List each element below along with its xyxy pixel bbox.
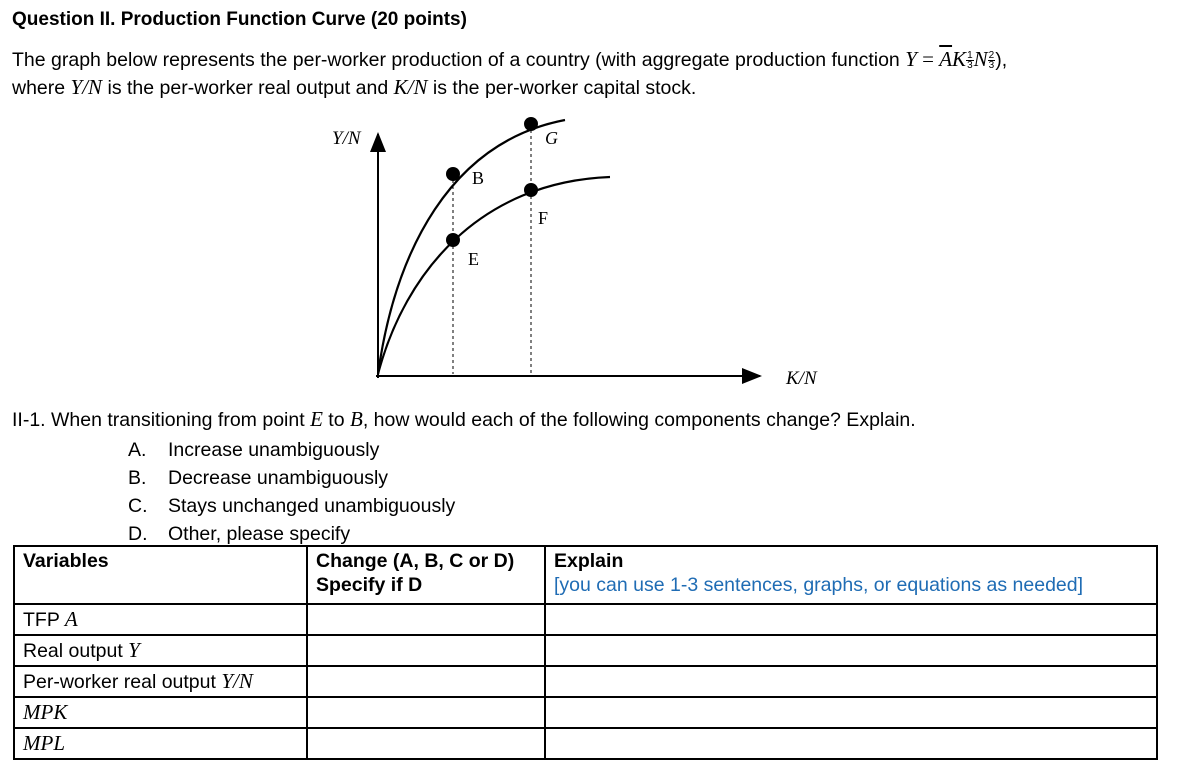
row-math: Y [128,638,140,662]
intro-text-1: The graph below represents the per-worker production of a country (with aggregate production function [12,49,906,71]
y-axis-label: Y/N [332,128,361,149]
row-label: Per-worker real output [23,671,222,693]
answer-table [13,545,1158,760]
intro-text-4: is the per-worker real output and [102,77,394,99]
row-variable [14,666,307,697]
k-exponent-num: 1 [967,50,973,61]
explain-cell[interactable] [545,635,1157,666]
k-exponent [966,51,974,70]
change-cell[interactable] [307,604,545,635]
formula-tfp: $\overline{A}$ [939,47,953,71]
intro-paragraph [12,46,1172,102]
table-row [14,635,1157,666]
header-explain-line1: Explain [554,550,624,572]
option-text: Decrease unambiguously [168,467,389,489]
n-exponent-den: 3 [988,60,995,71]
point-label-g: G [545,128,558,148]
option-b [128,464,455,492]
k-exponent-den: 3 [967,60,973,71]
intro-text-3: where [12,77,71,99]
row-math: A [64,607,78,631]
row-label: Real output [23,640,129,662]
explain-cell[interactable] [545,697,1157,728]
change-cell[interactable] [307,697,545,728]
row-variable [14,697,307,728]
point-g [524,117,538,131]
formula-k: K [952,47,967,71]
lower-curve [378,177,610,374]
intro-yn: Y/N [70,75,103,99]
point-label-f: F [538,208,549,228]
intro-kn: K/N [393,75,428,99]
question-mid: to [322,409,350,431]
row-math: MPL [23,731,65,755]
change-cell[interactable] [307,666,545,697]
point-e [446,233,460,247]
change-cell[interactable] [307,635,545,666]
n-exponent-num: 2 [988,50,995,61]
x-axis-label: K/N [786,368,817,389]
formula-eq: = [916,47,940,71]
option-a [128,436,455,464]
option-d [128,520,455,548]
answer-options [128,436,455,548]
point-b [446,167,460,181]
option-letter: D. [128,523,148,545]
upper-curve [378,120,565,374]
point-label-b: B [472,168,485,188]
option-letter: B. [128,467,147,489]
question-prefix: II-1. When transitioning from point [12,409,311,431]
header-explain [545,546,1157,604]
point-f [524,183,538,197]
option-text: Increase unambiguously [168,439,380,461]
header-explain-hint: [you can use 1-3 sentences, graphs, or equations as needed] [554,574,1084,596]
option-c [128,492,455,520]
explain-cell[interactable] [545,666,1157,697]
row-math: Y/N [221,669,253,693]
explain-cell[interactable] [545,728,1157,759]
question-point-e: E [310,407,323,431]
header-change-line2: Specify if D [316,574,423,596]
change-cell[interactable] [307,728,545,759]
point-label-e: E [468,249,479,269]
table-header-row [14,546,1157,604]
header-variables: Variables [14,546,307,604]
header-change [307,546,545,604]
table-row [14,728,1157,759]
row-math: MPK [23,700,68,724]
table-row [14,666,1157,697]
option-text: Stays unchanged unambiguously [168,495,456,517]
header-change-line1: Change (A, B, C or D) [316,550,515,572]
question-heading: Question II. Production Function Curve (20 points) [12,9,467,30]
intro-text-2: ), [995,49,1008,71]
question-suffix: , how would each of the following components change? Explain. [362,409,916,431]
production-function-chart [300,112,860,392]
row-variable [14,604,307,635]
question-point-b: B [350,407,363,431]
formula-n: N [973,47,988,71]
option-text: Other, please specify [168,523,351,545]
question-ii-1 [12,407,916,432]
row-variable [14,635,307,666]
intro-text-5: is the per-worker capital stock. [427,77,697,99]
table-row [14,604,1157,635]
option-letter: A. [128,439,147,461]
formula-lhs: Y [905,47,917,71]
row-label: TFP [23,609,65,631]
row-variable [14,728,307,759]
option-letter: C. [128,495,148,517]
explain-cell[interactable] [545,604,1157,635]
table-row [14,697,1157,728]
